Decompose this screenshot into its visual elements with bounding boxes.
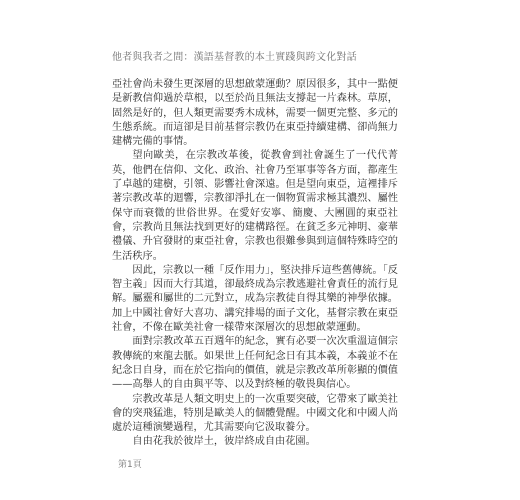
- closing-line: 自由花我於彼岸土，彼岸終成自由花園。: [132, 436, 316, 448]
- page-number: 第1頁: [118, 460, 142, 470]
- paragraph: 宗教改革是人類文明史上的一次重要突破，它帶來了歐美社會的突飛猛進，特別是歐美人的個體覺醒。中國文化和中國人尚處於這種演變過程，尤其需要向它汲取養分。: [112, 393, 398, 434]
- paragraph-continued: 亞社會尚未發生更深層的思想啟蒙運動？原因很多，其中一點便是新教信仰過於草根，以至於尚且無法支撐起一片森林。草原，固然是好的，但人類更需要秀木成林，需要一個更完整、多元的生態系統。而這卻是目前基督宗教仍在東亞持續建構、卻尚無力建構完備的事情。: [112, 79, 398, 148]
- body-text: [112, 78, 398, 450]
- paragraph: 面對宗教改革五百週年的紀念，實有必要一次次重溫這個宗教傳統的來龍去脈。如果世上任何紀念日有其本義，本義並不在紀念日自身，而在於它指向的價值，就是宗教改革所彰顯的價值——高舉人的自由與平等、以及對終極的敬畏與信心。: [112, 336, 398, 391]
- paragraph: 因此，宗教以一種「反作用力」，堅決排斥這些舊傳統。「反智主義」因而大行其道，卻最終成為宗教逃避社會責任的流行見解。屬靈和屬世的二元對立，成為宗教徒自得其樂的神學依據。加上中國社會好大喜功、講究排場的面子文化，基督宗教在東亞社會，不像在歐美社會一樣帶來深層次的思想啟蒙運動。: [112, 264, 398, 334]
- paragraph: 望向歐美，在宗教改革後，從教會到社會誕生了一代代菁英，他們在信仰、文化、政治、社會乃至軍事等各方面，都產生了卓越的建樹，引領、影響社會深遠。但是望向東亞，這裡排斥著宗教改革的迴響，宗教卻淨扎在一個物質需求極其濃烈、屬性保守而衰微的世俗世界。在愛好安寧、簡慶、大團圓的東亞社會，宗教尚且無法找到更好的建構路徑。在貧乏多元神明、豪華禮儀、升官發財的東亞社會，宗教也很難參與到這個特殊時空的生活秩序。: [112, 150, 398, 262]
- running-header: 他者與我者之間：漢語基督教的本土實踐與跨文化對話: [112, 52, 357, 63]
